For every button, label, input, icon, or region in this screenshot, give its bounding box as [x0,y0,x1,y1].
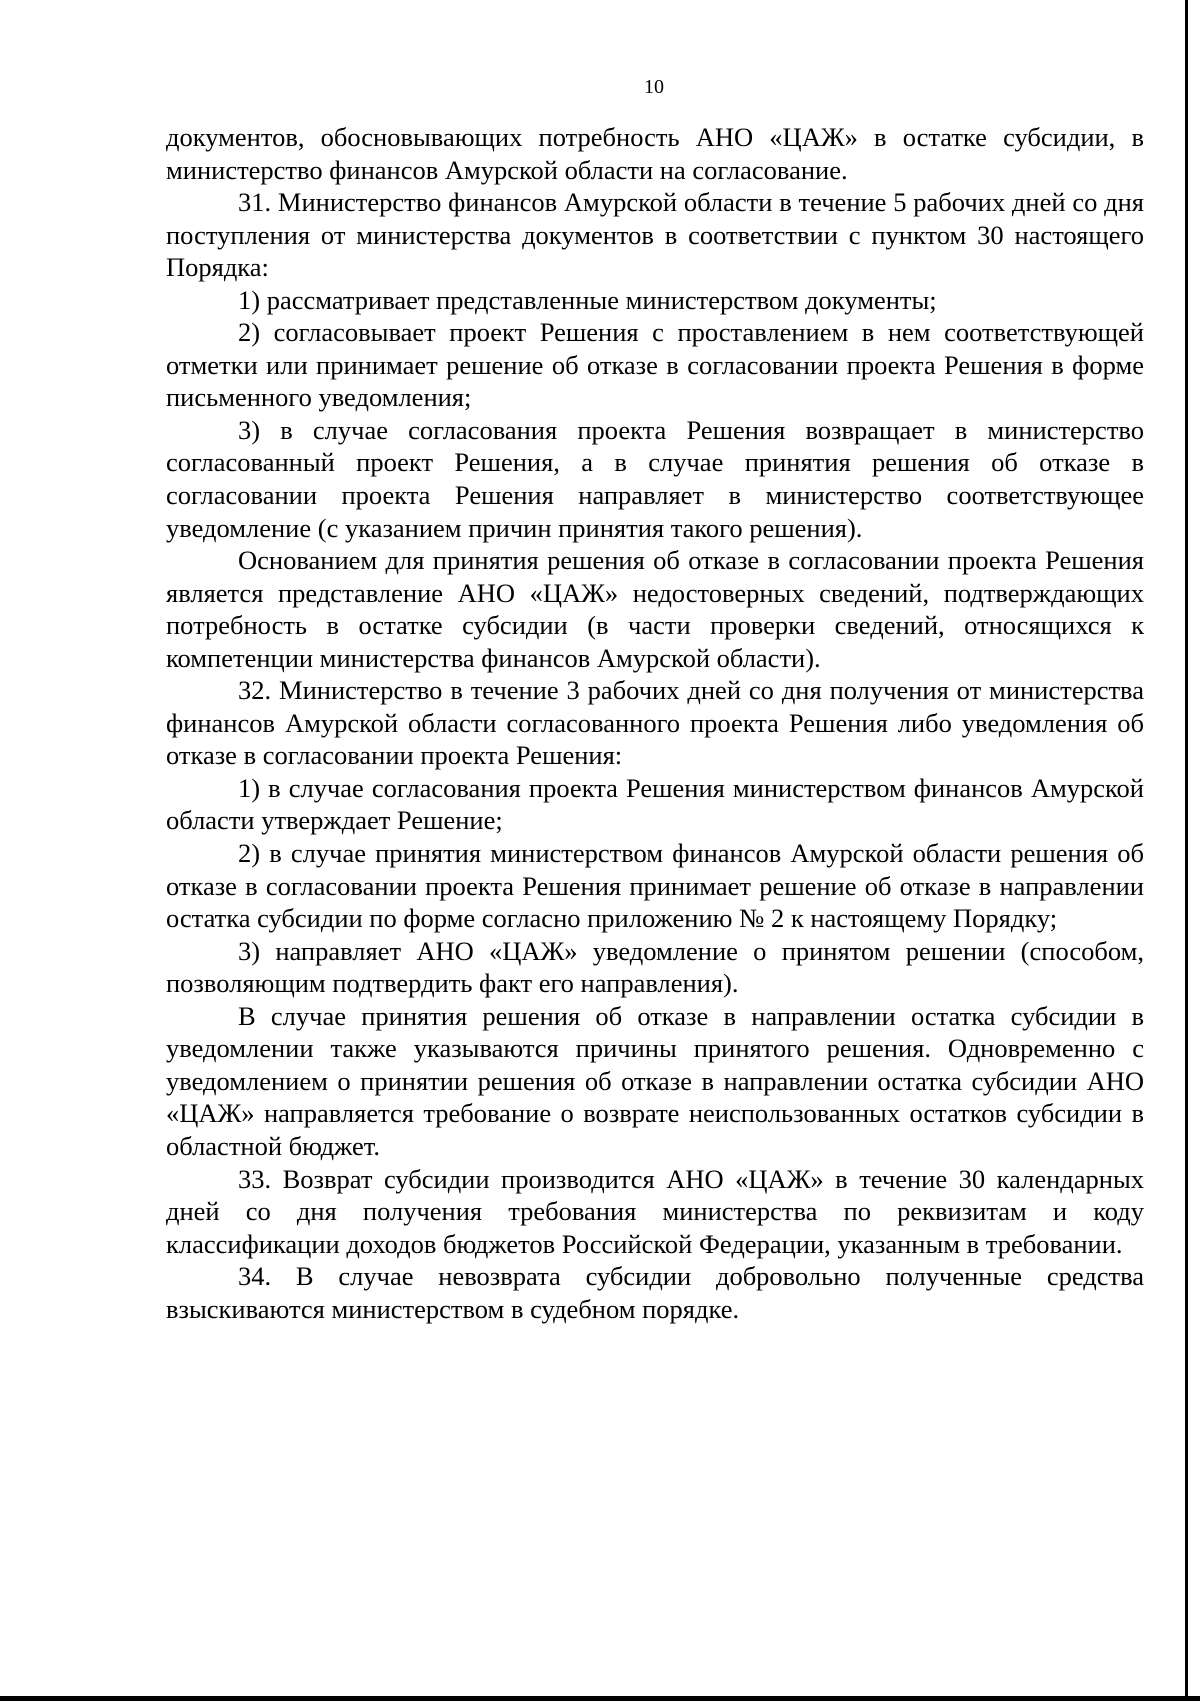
paragraph-item-31: 31. Министерство финансов Амурской области в течение 5 рабочих дней со дня поступления от министерства документов в соответствии с пунктом 30 настоящего Порядка: [166,187,1144,283]
paragraph-item-32: 32. Министерство в течение 3 рабочих дней со дня получения от министерства финансов Амурской области согласованного проекта Решения либо уведомления об отказе в согласовании проекта Решения: [166,675,1144,771]
paragraph-continuation: документов, обосновывающих потребность АНО «ЦАЖ» в остатке субсидии, в министерство финансов Амурской области на согласование. [166,122,1144,185]
scan-edge-right [1185,0,1188,1701]
paragraph-item-33: 33. Возврат субсидии производится АНО «ЦАЖ» в течение 30 календарных дней со дня получения требования министерства по реквизитам и коду классификации доходов бюджетов Российской Федерации, указанным в требовании. [166,1163,1144,1259]
paragraph-32-subitem-1: 1) в случае согласования проекта Решения министерством финансов Амурской области утверждает Решение; [166,772,1144,836]
page-number: 10 [644,76,664,98]
paragraph-31-subitem-2: 2) согласовывает проект Решения с проставлением в нем соответствующей отметки или принимает решение об отказе в согласовании проекта Решения в форме письменного уведомления; [166,317,1144,413]
paragraph-item-34: 34. В случае невозврата субсидии добровольно полученные средства взыскиваются министерством в судебном порядке. [166,1261,1144,1324]
paragraph-32-subitem-2: 2) в случае принятия министерством финансов Амурской области решения об отказе в согласовании проекта Решения принимает решение об отказе в направлении остатка субсидии по форме согласно приложению № 2 к настоящему Порядку; [166,838,1144,934]
paragraph-refusal-notice: В случае принятия решения об отказе в направлении остатка субсидии в уведомлении также указываются причины принятого решения. Одновременно с уведомлением о принятии решения об отказе в направлении остатка субсидии АНО «ЦАЖ» направляется требование о возврате неиспользованных остатков субсидии в областной бюджет. [166,1000,1144,1161]
paragraph-31-subitem-1: 1) рассматривает представленные министерством документы; [238,284,937,315]
scan-edge-bottom [0,1696,1200,1701]
paragraph-32-subitem-3: 3) направляет АНО «ЦАЖ» уведомление о принятом решении (способом, позволяющим подтвердить факт его направления). [166,935,1144,999]
paragraph-refusal-grounds: Основанием для принятия решения об отказе в согласовании проекта Решения является представление АНО «ЦАЖ» недостоверных сведений, подтверждающих потребность в остатке субсидии (в части проверки сведений, относящихся к компетенции министерства финансов Амурской области). [166,545,1144,673]
document-body [166,121,1144,1325]
paragraph-31-subitem-3: 3) в случае согласования проекта Решения возвращает в министерство согласованный проект Решения, а в случае принятия решения об отказе в согласовании проекта Решения направляет в министерство соответствующее уведомление (с указанием причин принятия такого решения). [166,414,1144,543]
